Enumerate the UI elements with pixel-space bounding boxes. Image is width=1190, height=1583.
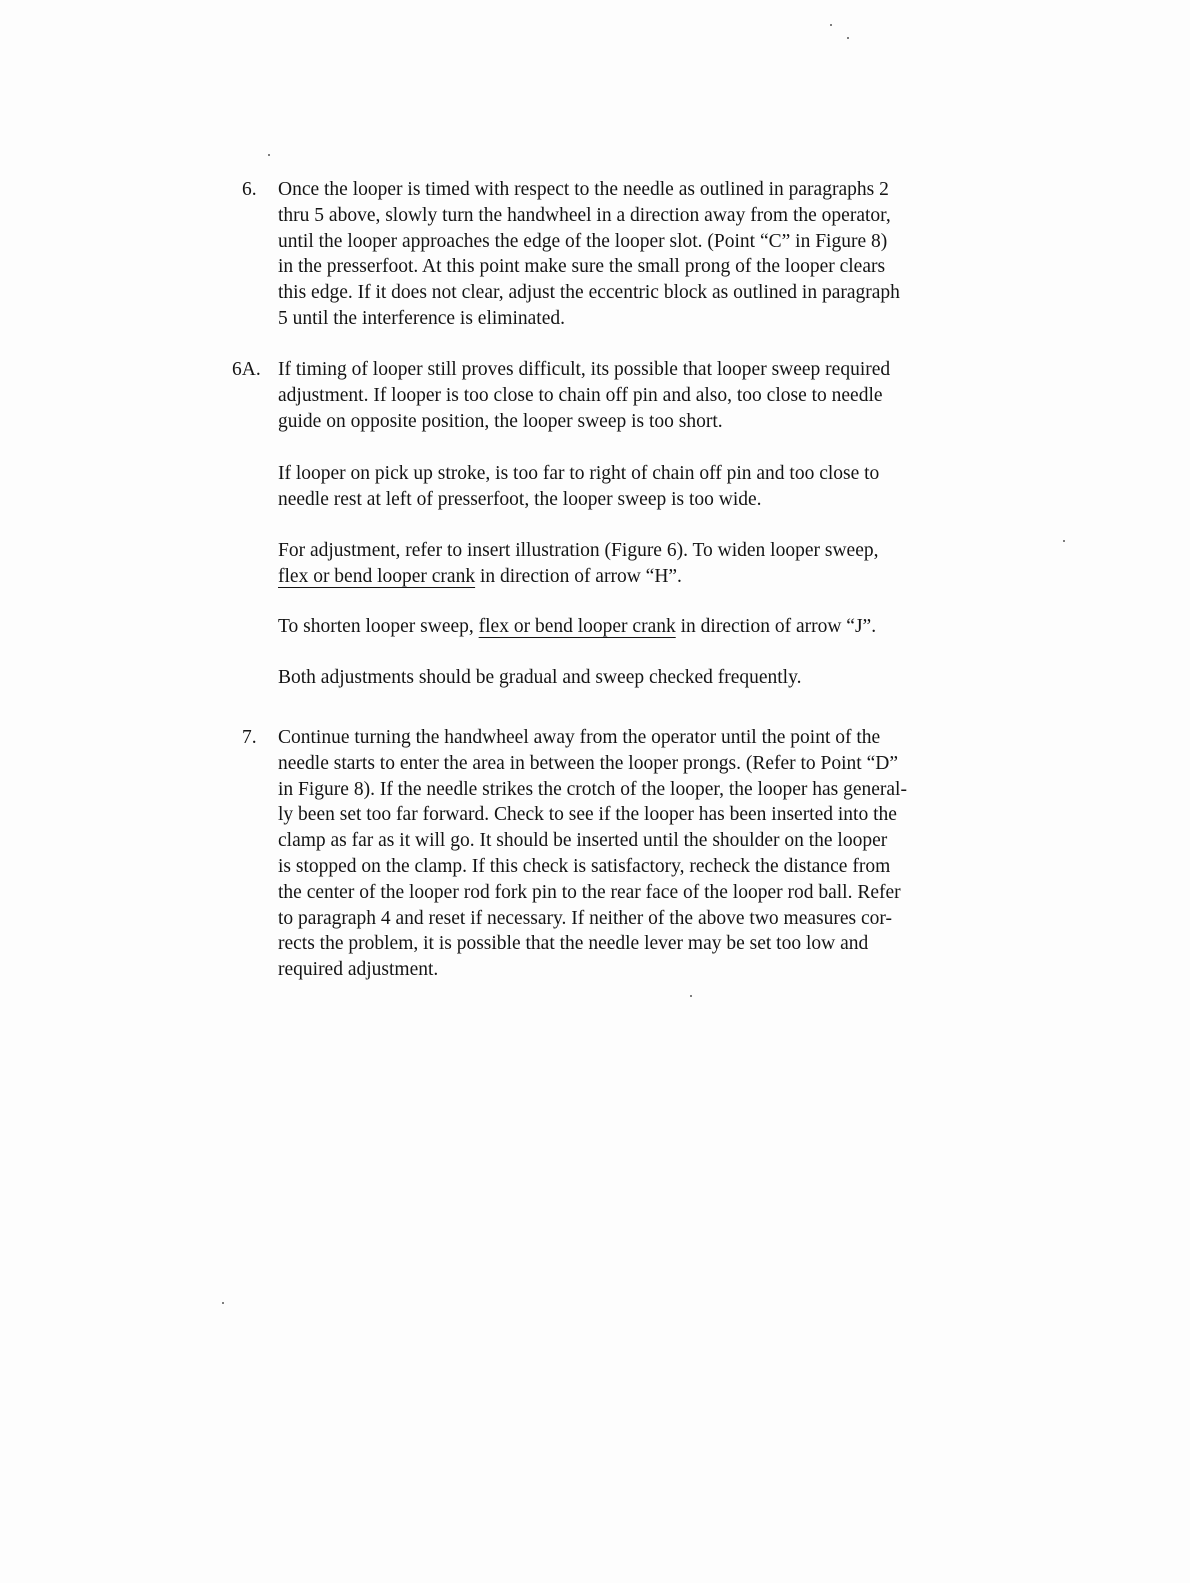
scan-speck bbox=[222, 1302, 224, 1304]
text-fragment: in direction of arrow “J”. bbox=[675, 616, 877, 637]
text-line: Both adjustments should be gradual and sweep checked frequently. bbox=[278, 667, 802, 688]
text-line: this edge. If it does not clear, adjust the eccentric block as outlined in paragraph bbox=[278, 282, 900, 304]
text-line: adjustment. If looper is too close to chain off pin and also, too close to needle bbox=[278, 384, 883, 406]
paragraph-6a-shorten-adjustment bbox=[278, 614, 1048, 640]
text-line: the center of the looper rod fork pin to the rear face of the looper rod ball. Refer bbox=[278, 881, 901, 903]
text-line bbox=[278, 564, 1048, 590]
text-line: needle starts to enter the area in between the looper prongs. (Refer to Point “D” bbox=[278, 752, 898, 774]
paragraph-body bbox=[278, 357, 1048, 434]
text-line: in the presserfoot. At this point make sure the small prong of the looper clears bbox=[278, 256, 886, 278]
text-line: 5 until the interference is eliminated. bbox=[278, 307, 565, 329]
text-line: thru 5 above, slowly turn the handwheel in a direction away from the operator, bbox=[278, 204, 891, 226]
scan-speck bbox=[268, 154, 270, 156]
text-line: until the looper approaches the edge of the looper slot. (Point “C” in Figure 8) bbox=[278, 230, 888, 252]
text-line: For adjustment, refer to insert illustration (Figure 6). To widen looper sweep, bbox=[278, 540, 879, 561]
text-line bbox=[278, 614, 1048, 640]
text-line: Once the looper is timed with respect to the needle as outlined in paragraphs 2 bbox=[278, 179, 889, 200]
text-line: needle rest at left of presserfoot, the looper sweep is too wide. bbox=[278, 488, 762, 510]
text-line: ly been set too far forward. Check to see if the looper has been inserted into the bbox=[278, 804, 897, 826]
text-line: guide on opposite position, the looper sweep is too short. bbox=[278, 410, 723, 432]
text-line: clamp as far as it will go. It should be inserted until the shoulder on the looper bbox=[278, 830, 888, 852]
underlined-instruction: flex or bend looper crank bbox=[478, 616, 676, 637]
scan-speck bbox=[1063, 540, 1065, 542]
paragraph-number: 7. bbox=[242, 727, 257, 748]
scan-speck bbox=[847, 37, 849, 39]
text-line: Continue turning the handwheel away from the operator until the point of the bbox=[278, 727, 881, 748]
text-line: is stopped on the clamp. If this check is satisfactory, recheck the distance from bbox=[278, 855, 891, 877]
paragraph-6a-note bbox=[278, 665, 1048, 691]
paragraph-6a-widen-adjustment bbox=[278, 538, 1048, 590]
paragraph-6a-wide-sweep bbox=[278, 461, 1048, 513]
text-line: required adjustment. bbox=[278, 959, 439, 981]
text-fragment: in direction of arrow “H”. bbox=[475, 565, 682, 587]
paragraph-number: 6A. bbox=[232, 359, 261, 380]
text-line: If looper on pick up stroke, is too far to right of chain off pin and too close to bbox=[278, 463, 880, 484]
scan-speck bbox=[830, 24, 832, 26]
paragraph-body bbox=[278, 177, 1048, 332]
underlined-instruction: flex or bend looper crank bbox=[278, 565, 476, 587]
text-line: to paragraph 4 and reset if necessary. If neither of the above two measures cor- bbox=[278, 907, 892, 929]
text-line: in Figure 8). If the needle strikes the crotch of the looper, the looper has general- bbox=[278, 778, 907, 800]
text-line: rects the problem, it is possible that the needle lever may be set too low and bbox=[278, 933, 869, 955]
text-fragment: To shorten looper sweep, bbox=[278, 616, 479, 637]
text-line: If timing of looper still proves difficult, its possible that looper sweep required bbox=[278, 359, 891, 380]
scan-speck bbox=[690, 995, 692, 997]
paragraph-body bbox=[278, 725, 1048, 983]
paragraph-number: 6. bbox=[242, 179, 257, 200]
